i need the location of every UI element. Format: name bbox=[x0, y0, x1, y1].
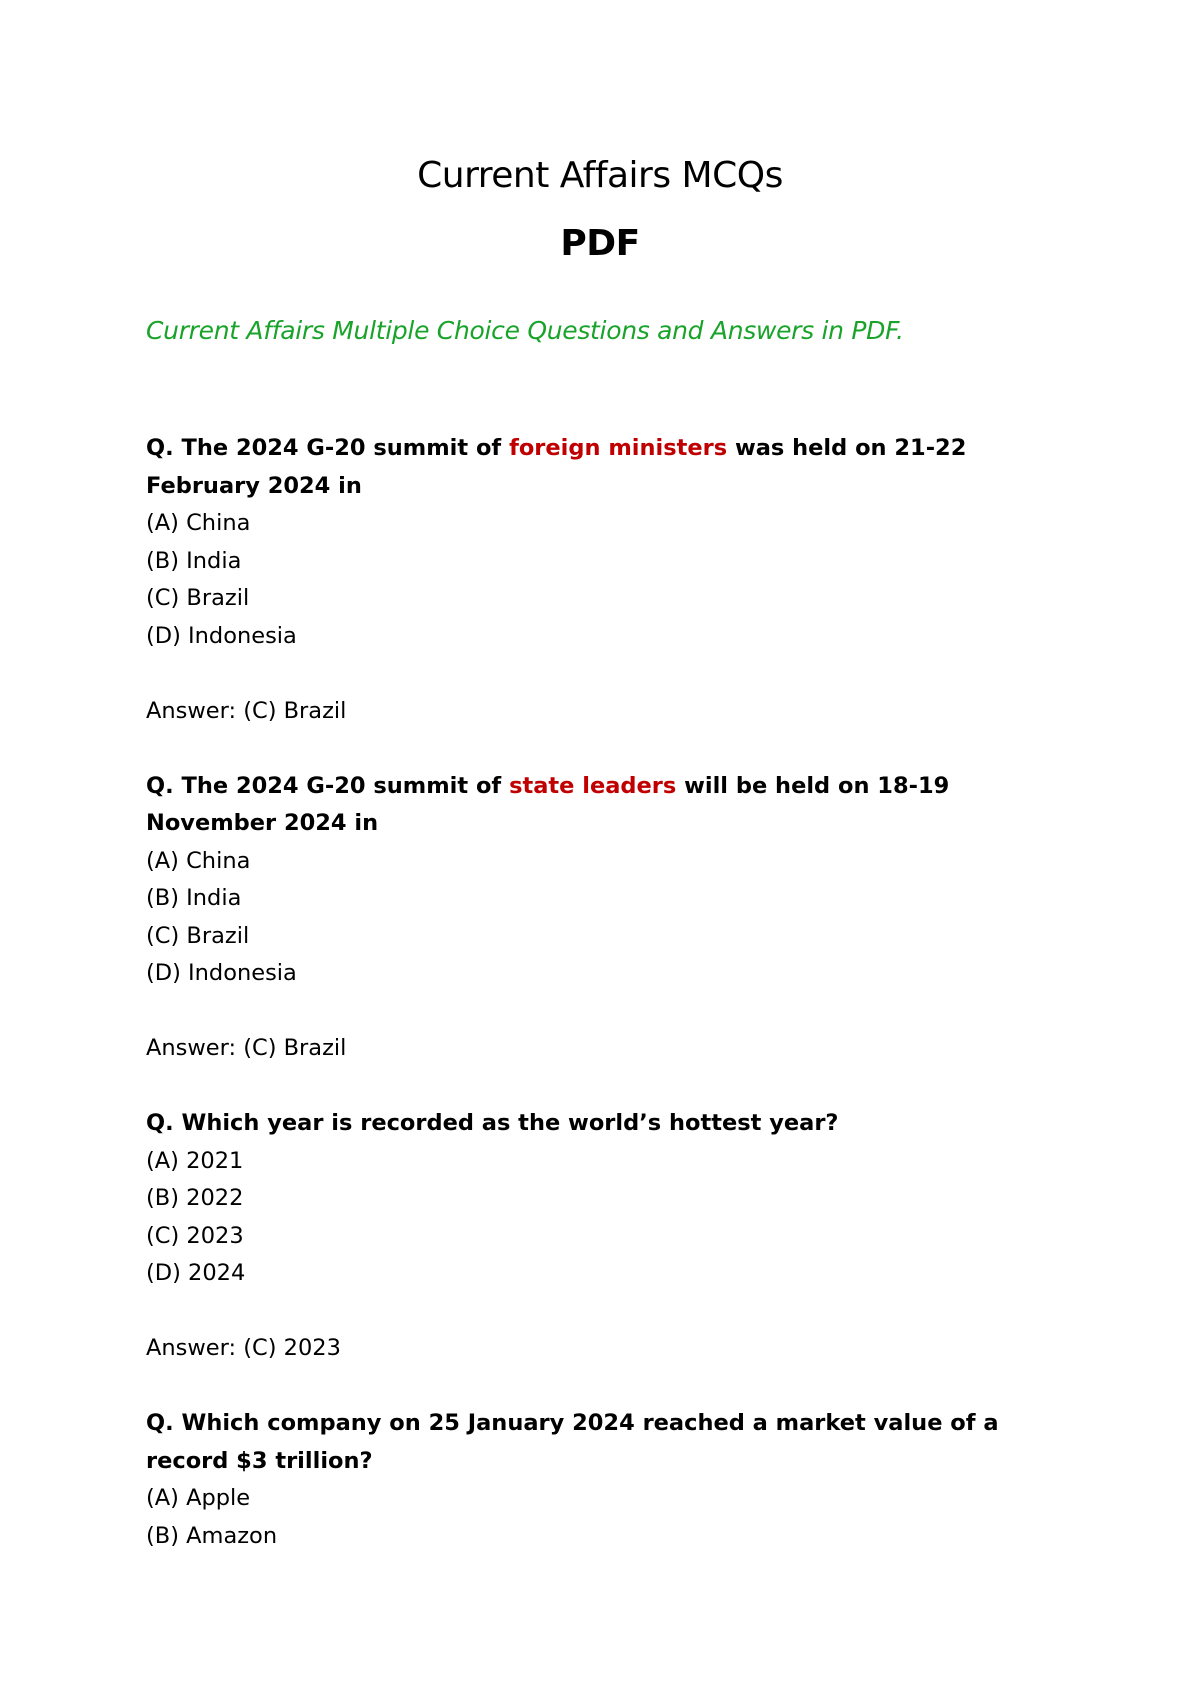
question-highlight: state leaders bbox=[509, 772, 677, 799]
option-list bbox=[146, 1480, 1066, 1555]
option-b: (B) India bbox=[146, 885, 242, 911]
document-subtitle: Current Affairs Multiple Choice Questions and Answers in PDF. bbox=[146, 316, 904, 345]
option-b: (B) 2022 bbox=[146, 1185, 244, 1211]
option-list bbox=[146, 1143, 1066, 1293]
question-2 bbox=[146, 768, 1066, 1068]
option-d: (D) 2024 bbox=[146, 1260, 246, 1286]
question-3 bbox=[146, 1105, 1066, 1368]
option-list bbox=[146, 843, 1066, 993]
question-text: Q. Which company on 25 January 2024 reached a market value of a record $3 trillion? bbox=[146, 1410, 999, 1474]
question-4 bbox=[146, 1405, 1066, 1555]
question-1 bbox=[146, 430, 1066, 730]
document-title-format: PDF bbox=[560, 223, 640, 264]
option-c: (C) Brazil bbox=[146, 585, 250, 611]
question-text-before: Q. The 2024 G-20 summit of bbox=[146, 435, 510, 461]
option-c: (C) 2023 bbox=[146, 1222, 244, 1249]
question-text bbox=[146, 430, 1066, 505]
answer: Answer: (C) Brazil bbox=[146, 1035, 347, 1061]
answer: Answer: (C) Brazil bbox=[146, 697, 347, 724]
option-b: (B) Amazon bbox=[146, 1522, 278, 1549]
document-title: Current Affairs MCQs bbox=[417, 155, 783, 196]
question-text: Q. Which year is recorded as the world’s hottest year? bbox=[146, 1110, 839, 1136]
answer: Answer: (C) 2023 bbox=[146, 1335, 341, 1361]
option-b: (B) India bbox=[146, 547, 242, 574]
question-text-after: was held on 21-22 February 2024 in bbox=[146, 435, 967, 499]
question-list bbox=[146, 430, 1066, 1593]
option-a: (A) Apple bbox=[146, 1485, 251, 1511]
option-a: (A) China bbox=[146, 847, 251, 874]
question-highlight: foreign ministers bbox=[509, 435, 728, 461]
question-text-before: Q. The 2024 G-20 summit of bbox=[146, 772, 510, 799]
option-c: (C) Brazil bbox=[146, 922, 250, 949]
question-text bbox=[146, 768, 1066, 843]
option-d: (D) Indonesia bbox=[146, 622, 297, 649]
option-a: (A) 2021 bbox=[146, 1147, 244, 1174]
option-list bbox=[146, 505, 1066, 655]
option-a: (A) China bbox=[146, 510, 251, 536]
question-text-after: will be held on 18-19 November 2024 in bbox=[146, 772, 950, 836]
option-d: (D) Indonesia bbox=[146, 960, 297, 986]
